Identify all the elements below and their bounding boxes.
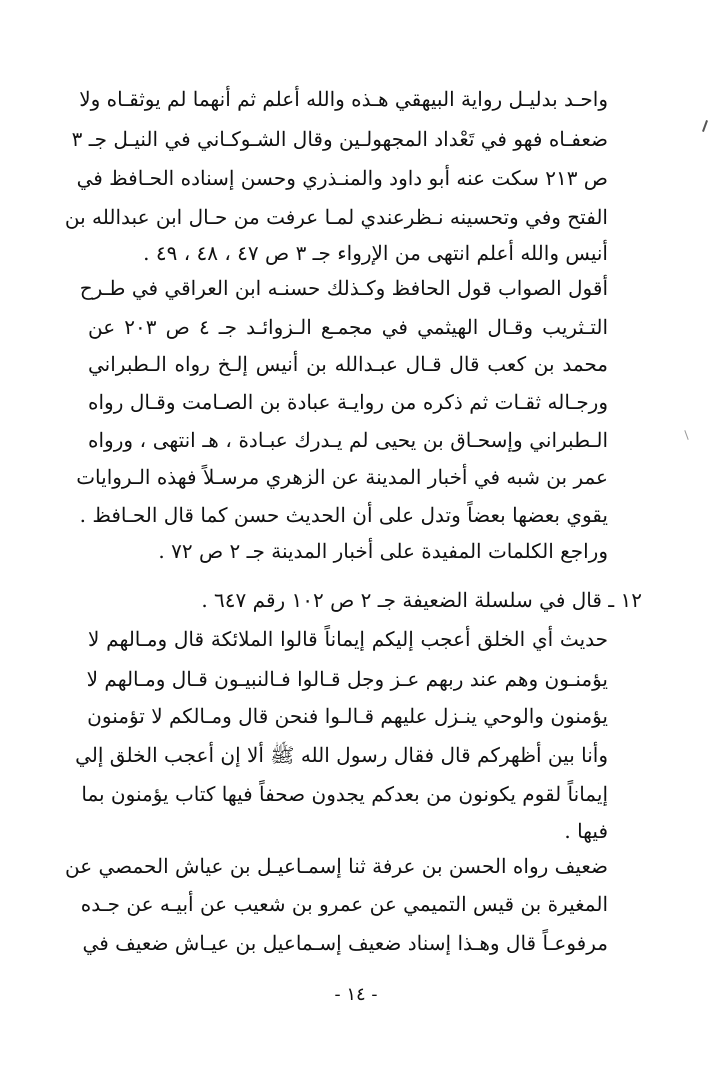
- text-line-7: التـثريب وقـال الهيثمي في مجمـع الـزوائـد جـ ٤ ص ٢٠٣ عن: [88, 315, 609, 339]
- text-line-22: المغيرة بن قيس التميمي عن عمرو بن شعيب عن أبيـه عن جـده: [80, 892, 608, 916]
- text-line-5: أنيس والله أعلم انتهى من الإرواء جـ ٣ ص ٤٧ ، ٤٨ ، ٤٩ .: [143, 241, 608, 265]
- text-line-16: يؤمنـون وهم عند ربهم عـز وجل قـالوا فـالنبيـون قـال ومـالهم لا: [86, 667, 608, 691]
- text-line-11: عمر بن شبه في أخبار المدينة عن الزهري مرسـلاً فهذه الـروايات: [76, 465, 608, 489]
- text-line-4: الفتح وفي وتحسينه نـظرعندي لمـا عرفت من حـال ابن عبدالله بن: [64, 205, 608, 229]
- text-line-12: يقوي بعضها بعضاً وتدل على أن الحديث حسن كما قال الحـافظ .: [79, 503, 608, 527]
- text-line-15: حديث أي الخلق أعجب إليكم إيماناً قالوا الملائكة قال ومـالهم لا: [88, 627, 608, 651]
- text-line-19: إيماناً لقوم يكونون من بعدكم يجدون صحفاً فيها كتاب يؤمنون بما: [81, 782, 608, 806]
- text-line-6: أقول الصواب قول الحافظ وكـذلك حسنـه ابن العراقي في طـرح: [79, 276, 608, 300]
- text-line-1: واحـد بدليـل رواية البيهقي هـذه والله أعلم ثم أنهما لم يوثقـاه ولا: [79, 87, 608, 111]
- text-line-23: مرفوعـاً قال وهـذا إسناد ضعيف إسـماعيل بن عيـاش ضعيف في: [82, 931, 608, 955]
- text-line-3: ص ٢١٣ سكت عنه أبو داود والمنـذري وحسن إسناده الحـافظ في: [76, 166, 608, 190]
- page-number: - ١٤ -: [334, 984, 378, 1005]
- text-line-18: وأنا بين أظهركم قال فقال رسول الله ﷺ ألا إن أعجب الخلق إلي: [75, 743, 608, 767]
- margin-tick: [702, 120, 708, 132]
- text-line-17: يؤمنون والوحي ينـزل عليهم قـالـوا فنحن قال ومـالكم لا تؤمنون: [87, 704, 608, 728]
- text-line-9: ورجـاله ثقـات ثم ذكره من روايـة عبادة بن الصـامت وقـال رواه: [88, 390, 608, 414]
- text-line-8: محمد بن كعب قال قـال عبـدالله بن أنيس إلـخ رواه الـطبراني: [88, 352, 608, 376]
- section-heading-12: ١٢ ـ قال في سلسلة الضعيفة جـ ٢ ص ١٠٢ رقم ٦٤٧ .: [201, 588, 642, 612]
- text-line-21: ضعيف رواه الحسن بن عرفة ثنا إسمـاعيـل بن عياش الحمصي عن: [64, 854, 608, 878]
- text-line-2: ضعفـاه فهو في تَعْداد المجهولـين وقال الشـوكـاني في النيـل جـ ٣: [71, 127, 608, 151]
- text-line-13: وراجع الكلمات المفيدة على أخبار المدينة جـ ٢ ص ٧٢ .: [158, 539, 608, 563]
- text-line-10: الـطبراني وإسحـاق بن يحيى لم يـدرك عبـادة ، هـ انتهى ، ورواه: [88, 428, 608, 452]
- text-line-20: فيها .: [564, 819, 608, 843]
- margin-tick: [684, 430, 688, 440]
